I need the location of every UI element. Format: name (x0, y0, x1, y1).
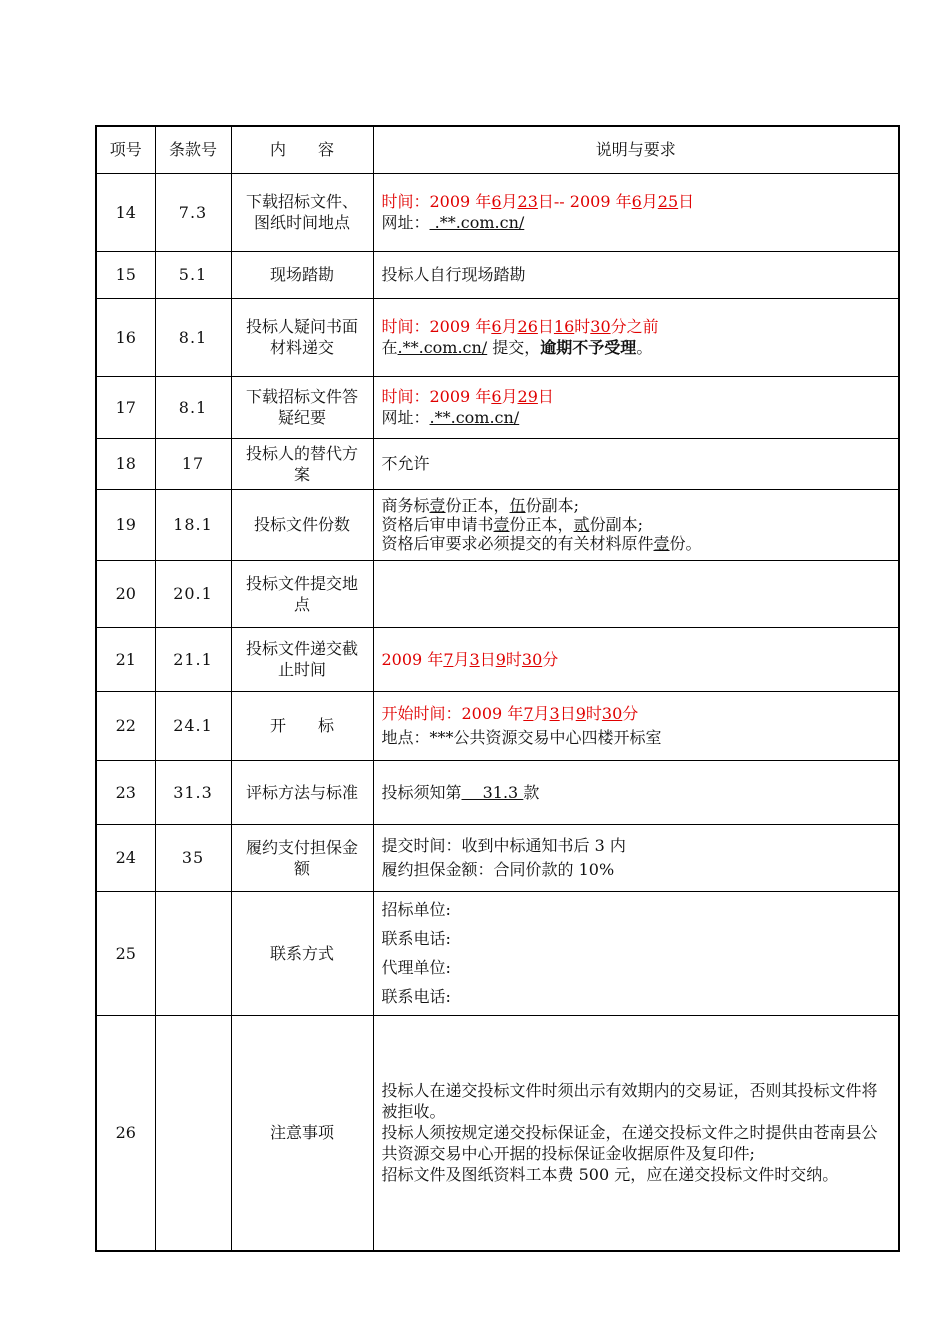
table-row (96, 760, 899, 824)
guarantee-amount: 履约担保金额：合同价款的 10% (381, 859, 615, 879)
item-no: 14 (96, 173, 155, 251)
header-item-no: 项号 (96, 126, 155, 173)
clause-no: 20.1 (155, 560, 231, 627)
table-row (96, 824, 899, 891)
clause-no (155, 891, 231, 1015)
opening-place: 地点：***公共资源交易中心四楼开标室 (381, 727, 662, 747)
item-no: 15 (96, 251, 155, 298)
table-row (96, 438, 899, 489)
table-row (96, 489, 899, 560)
clause-no (155, 1015, 231, 1251)
description-cell (373, 489, 899, 560)
table-row (96, 376, 899, 438)
clause-no: 8.1 (155, 298, 231, 376)
contact-cell (373, 891, 899, 1015)
content-cell: 投标文件份数 (231, 489, 373, 560)
table-row (96, 691, 899, 760)
description-cell: 投标人自行现场踏勘 (373, 251, 899, 298)
description-cell (373, 560, 899, 627)
item-no: 19 (96, 489, 155, 560)
clause-no: 21.1 (155, 627, 231, 691)
clause-no: 5.1 (155, 251, 231, 298)
content-cell: 履约支付担保金额 (231, 824, 373, 891)
question-deadline: 时间：2009 年6月26日16时30分之前 (381, 317, 659, 336)
item-no: 25 (96, 891, 155, 1015)
requirements-table (95, 125, 900, 1252)
download-url: 网址： .**.com.cn/ (381, 213, 525, 232)
clause-no: 24.1 (155, 691, 231, 760)
item-no: 23 (96, 760, 155, 824)
answers-time: 时间：2009 年6月29日 (381, 387, 554, 406)
description-cell (373, 173, 899, 251)
answers-url: 网址：.**.com.cn/ (381, 408, 520, 427)
item-no: 22 (96, 691, 155, 760)
agent-phone-label: 联系电话: (381, 987, 451, 1006)
content-cell: 现场踏勘 (231, 251, 373, 298)
guarantee-submit-time: 提交时间：收到中标通知书后 3 内 (381, 835, 626, 855)
tenderer-label: 招标单位: (381, 900, 451, 919)
item-no: 26 (96, 1015, 155, 1251)
header-description: 说明与要求 (373, 126, 899, 173)
description-cell (373, 824, 899, 891)
notice-cell (373, 1015, 899, 1251)
notice-paragraph: 招标文件及图纸资料工本费 500 元，应在递交投标文件时交纳。 (381, 1165, 839, 1185)
content-cell: 投标人的替代方案 (231, 438, 373, 489)
deadline-cell: 2009 年7月3日9时30分 (373, 627, 899, 691)
table-row (96, 251, 899, 298)
description-cell (373, 691, 899, 760)
clause-no: 17 (155, 438, 231, 489)
content-cell: 联系方式 (231, 891, 373, 1015)
content-cell: 投标文件递交截止时间 (231, 627, 373, 691)
item-no: 20 (96, 560, 155, 627)
clause-no: 31.3 (155, 760, 231, 824)
content-cell: 开 标 (231, 691, 373, 760)
content-cell: 注意事项 (231, 1015, 373, 1251)
content-cell: 下载招标文件、图纸时间地点 (231, 173, 373, 251)
table-row (96, 560, 899, 627)
question-submit: 在.**.com.cn/ 提交，逾期不予受理。 (381, 338, 653, 357)
clause-no: 7.3 (155, 173, 231, 251)
clause-no: 35 (155, 824, 231, 891)
table-row (96, 891, 899, 1015)
copies-line-3: 资格后审要求必须提交的有关材料原件壹份。 (381, 534, 702, 553)
url-link: .**.com.cn/ (429, 213, 525, 232)
table-row (96, 627, 899, 691)
tenderer-phone-label: 联系电话: (381, 929, 451, 948)
item-no: 16 (96, 298, 155, 376)
description-cell (373, 376, 899, 438)
table-row (96, 173, 899, 251)
description-cell (373, 298, 899, 376)
header-clause-no: 条款号 (155, 126, 231, 173)
item-no: 21 (96, 627, 155, 691)
table-row (96, 1015, 899, 1251)
item-no: 18 (96, 438, 155, 489)
header-content: 内 容 (231, 126, 373, 173)
item-no: 24 (96, 824, 155, 891)
content-cell: 评标方法与标准 (231, 760, 373, 824)
notice-paragraph: 投标人须按规定递交投标保证金，在递交投标文件之时提供由苍南县公共资源交易中心开据的投标保证金收据原件及复印件; (381, 1123, 878, 1164)
content-cell: 投标文件提交地点 (231, 560, 373, 627)
copies-line-2: 资格后审申请书壹份正本，贰份副本; (381, 515, 643, 534)
notice-paragraph: 投标人在递交投标文件时须出示有效期内的交易证，否则其投标文件将被拒收。 (381, 1081, 878, 1122)
description-cell: 投标须知第 31.3 款 (373, 760, 899, 824)
item-no: 17 (96, 376, 155, 438)
clause-no: 8.1 (155, 376, 231, 438)
download-time: 时间：2009 年6月23日-- 2009 年6月25日 (381, 192, 695, 211)
agent-label: 代理单位: (381, 958, 451, 977)
table-row (96, 298, 899, 376)
copies-line-1: 商务标壹份正本，伍份副本; (381, 496, 579, 515)
content-cell: 下载招标文件答疑纪要 (231, 376, 373, 438)
description-cell: 不允许 (373, 438, 899, 489)
opening-time: 开始时间：2009 年7月3日9时30分 (381, 703, 639, 723)
content-cell: 投标人疑问书面材料递交 (231, 298, 373, 376)
clause-no: 18.1 (155, 489, 231, 560)
table-header-row (96, 126, 899, 173)
